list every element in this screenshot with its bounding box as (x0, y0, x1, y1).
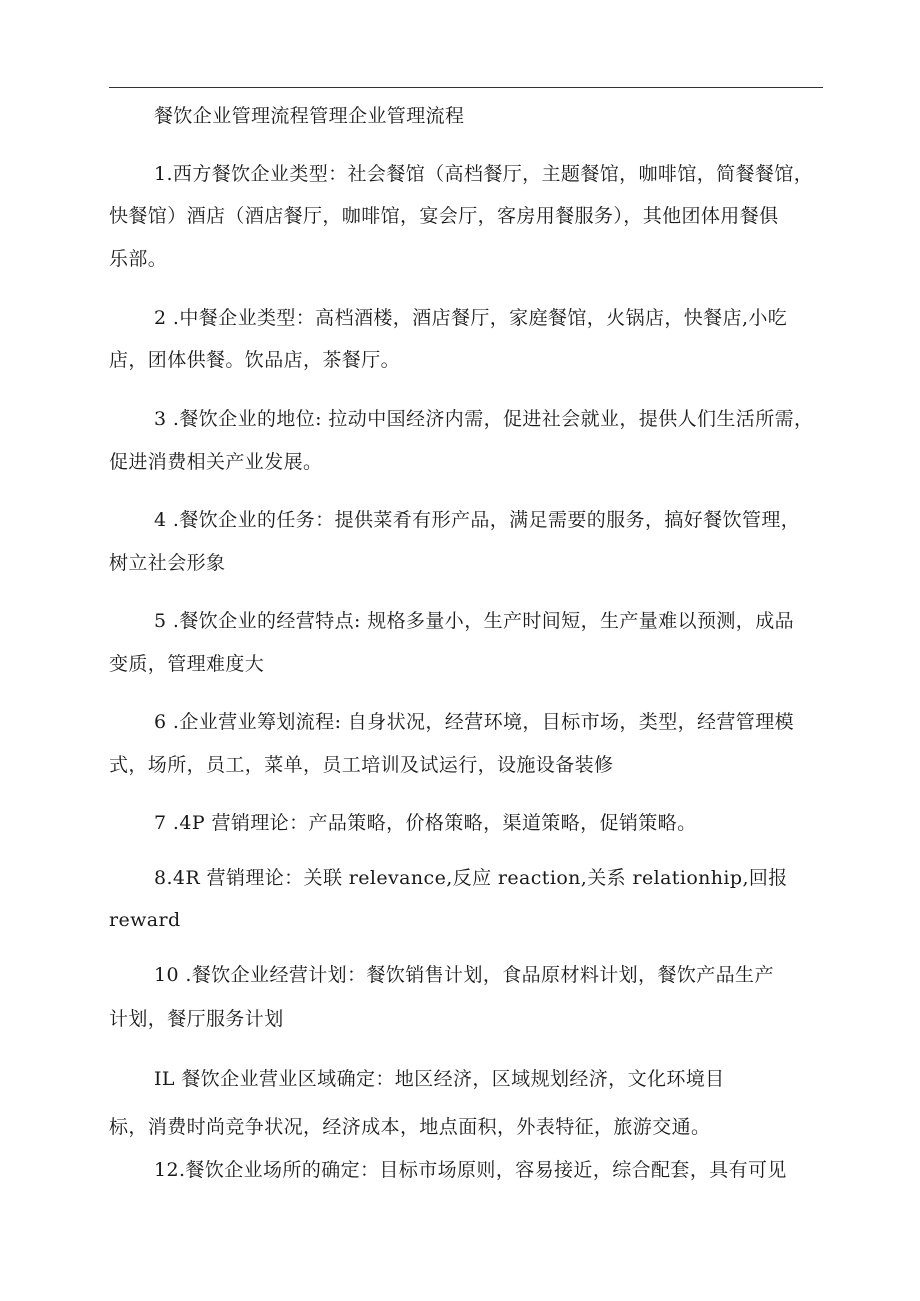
document-title: 餐饮企业管理流程管理企业管理流程 (154, 105, 465, 127)
paragraph-2-line-1: 2 .中餐企业类型：高档酒楼，酒店餐厅，家庭餐馆，火锅店，快餐店,小吃 (154, 307, 788, 329)
header-rule (109, 87, 823, 88)
paragraph-3-line-1: 3 .餐饮企业的地位: 拉动中国经济内需，促进社会就业，提供人们生活所需， (154, 408, 814, 430)
paragraph-7-line-1: 7 .4P 营销理论：产品策略，价格策略，渠道策略，促销策略。 (154, 812, 697, 834)
paragraph-4-line-2: 树立社会形象 (109, 552, 226, 574)
paragraph-10-line-2: 计划，餐厅服务计划 (109, 1008, 284, 1030)
paragraph-8-line-2: reward (109, 909, 181, 931)
paragraph-2-line-2: 店，团体供餐。饮品店，茶餐厅。 (109, 349, 401, 371)
paragraph-6-line-1: 6 .企业营业筹划流程: 自身状况，经营环境，目标市场，类型，经营管理模 (154, 711, 795, 733)
paragraph-12-line-1: 12.餐饮企业场所的确定：目标市场原则，容易接近，综合配套，具有可见 (154, 1159, 787, 1181)
paragraph-5-line-2: 变质，管理难度大 (109, 653, 265, 675)
paragraph-5-line-1: 5 .餐饮企业的经营特点: 规格多量小，生产时间短，生产量难以预测，成品 (154, 610, 795, 632)
paragraph-3-line-2: 促进消费相关产业发展。 (109, 451, 323, 473)
paragraph-11-line-2: 标，消费时尚竞争状况，经济成本，地点面积，外表特征，旅游交通。 (109, 1116, 711, 1138)
paragraph-8-line-1: 8.4R 营销理论：关联 relevance,反应 reaction,关系 relationhip,回报 (154, 867, 788, 889)
paragraph-1-line-3: 乐部。 (109, 248, 168, 270)
paragraph-11-line-1: IL 餐饮企业营业区域确定：地区经济，区域规划经济，文化环境目 (154, 1068, 725, 1090)
paragraph-10-line-1: 10 .餐饮企业经营计划：餐饮销售计划，食品原材料计划，餐饮产品生产 (154, 964, 774, 986)
paragraph-1-line-2: 快餐馆）酒店（酒店餐厅，咖啡馆，宴会厅，客房用餐服务），其他团体用餐俱 (109, 205, 779, 227)
paragraph-4-line-1: 4 .餐饮企业的任务：提供菜肴有形产品，满足需要的服务，搞好餐饮管理， (154, 509, 801, 531)
paragraph-6-line-2: 式，场所，员工，菜单，员工培训及试运行，设施设备装修 (109, 754, 614, 776)
paragraph-1-line-1: 1.西方餐饮企业类型：社会餐馆（高档餐厅，主题餐馆，咖啡馆，简餐餐馆， (154, 163, 814, 185)
